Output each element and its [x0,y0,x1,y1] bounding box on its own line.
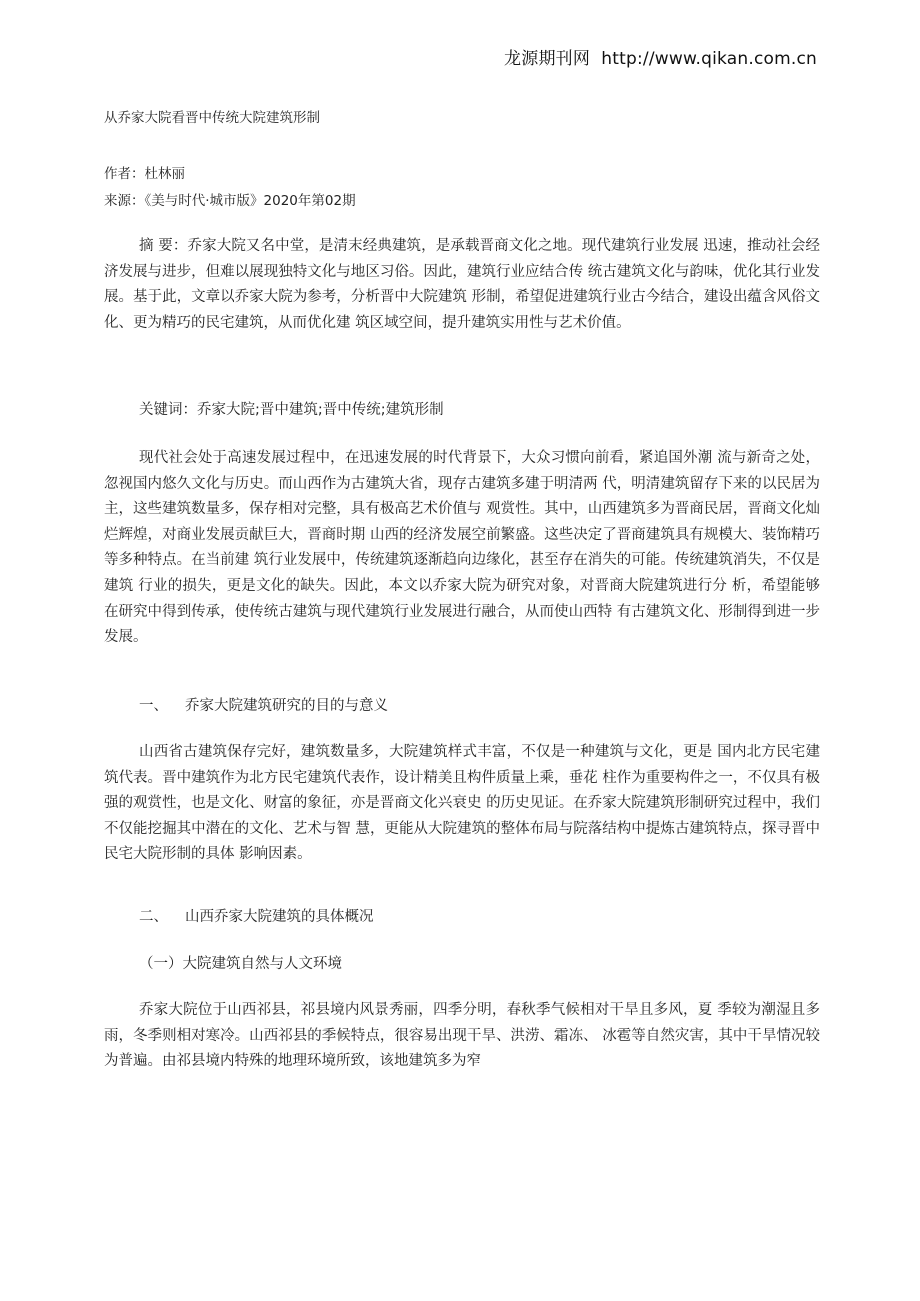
section-title: 山西乔家大院建筑的具体概况 [185,909,374,925]
source-site-url[interactable]: http://www.qikan.com.cn [601,49,817,69]
article-title: 从乔家大院看晋中传统大院建筑形制 [104,110,320,126]
section-number: 一、 [139,698,168,714]
section1-paragraph: 山西省古建筑保存完好，建筑数量多，大院建筑样式丰富，不仅是一种建筑与文化，更是 国内北方民宅建筑代表。晋中建筑作为北方民宅建筑代表作，设计精美且构件质量上乘，垂花 柱作为重要构件之一，不仅具有极强的观赏性，也是文化、财富的象征，亦是晋商文化兴衰史 的历史见证。在乔家大院建筑形制研究过程中，我们不仅能挖掘其中潜在的文化、艺术与智 慧，更能从大院建筑的整体布局与院落结构中提炼古建筑特点，探寻晋中民宅大院形制的具体 影响因素。 [104,744,820,863]
page-header [504,44,817,69]
section-title: 乔家大院建筑研究的目的与意义 [185,698,388,714]
subsection1-paragraph: 乔家大院位于山西祁县，祁县境内风景秀丽，四季分明，春秋季气候相对干旱且多风，夏 季较为潮湿且多雨，冬季则相对寒冷。山西祁县的季候特点，很容易出现干旱、洪涝、霜冻、 冰雹等自然灾害，其中干旱情况较为普遍。由祁县境内特殊的地理环境所致，该地建筑多为窄 [104,1002,820,1070]
abstract-paragraph: 摘 要：乔家大院又名中堂，是清末经典建筑，是承载晋商文化之地。现代建筑行业发展 迅速，推动社会经济发展与进步，但难以展现独特文化与地区习俗。因此，建筑行业应结合传 统古建筑文化与韵味，优化其行业发展。基于此，文章以乔家大院为参考，分析晋中大院建筑 形制，希望促进建筑行业古今结合，建设出蕴含风俗文化、更为精巧的民宅建筑，从而优化建 筑区域空间，提升建筑实用性与艺术价值。 [104,238,820,331]
source-site-name: 龙源期刊网 [504,49,591,69]
keywords-paragraph: 关键词：乔家大院;晋中建筑;晋中传统;建筑形制 [139,402,444,418]
section-heading-1 [139,694,388,715]
subsection-heading-1: （一）大院建筑自然与人文环境 [139,956,342,972]
source-line: 来源：《美与时代·城市版》2020年第02期 [104,193,356,209]
author-line: 作者：杜林丽 [104,166,185,182]
intro-paragraph: 现代社会处于高速发展过程中，在迅速发展的时代背景下，大众习惯向前看，紧追国外潮 流与新奇之处，忽视国内悠久文化与历史。而山西作为古建筑大省，现存古建筑多建于明清两 代，明清建筑留存下来的以民居为主，这些建筑数量多，保存相对完整，具有极高艺术价值与 观赏性。其中，山西建筑多为晋商民居，晋商文化灿烂辉煌，对商业发展贡献巨大，晋商时期 山西的经济发展空前繁盛。这些决定了晋商建筑具有规模大、装饰精巧等多种特点。在当前建 筑行业发展中，传统建筑逐渐趋向边缘化，甚至存在消失的可能。传统建筑消失，不仅是建筑 行业的损失，更是文化的缺失。因此，本文以乔家大院为研究对象，对晋商大院建筑进行分 析，希望能够在研究中得到传承，使传统古建筑与现代建筑行业发展进行融合，从而使山西特 有古建筑文化、形制得到进一步发展。 [104,450,820,646]
section-number: 二、 [139,909,168,925]
section-heading-2 [139,905,374,926]
